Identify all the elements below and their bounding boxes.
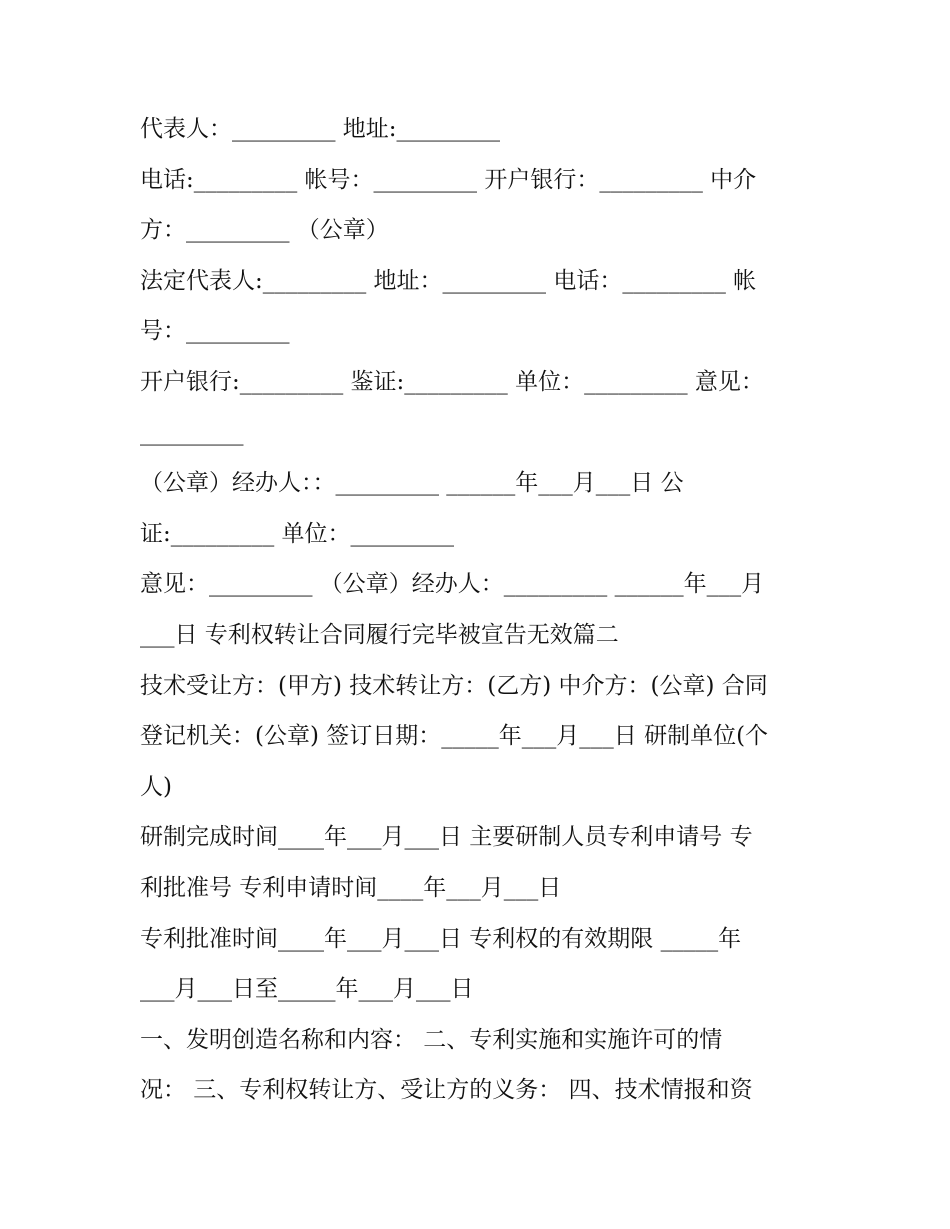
text-line: 证:_________ 单位：_________ [140,520,455,547]
text-line: 开户银行:_________ 鉴证:_________ 单位：_________ 意见： [140,368,764,395]
text-line: （公章）经办人：：_________ ______年___月___日 公 [140,470,684,497]
text-line: 方：_________ （公章） [140,217,389,244]
text-line: 电话:_________ 帐号：_________ 开户银行：_________ 中介 [140,166,757,193]
text-line: 专利批准时间____年___月___日 专利权的有效期限 _____年 [140,925,742,952]
text-line: 意见：_________ （公章）经办人：_________ ______年___月 [140,571,765,598]
document-body [140,104,820,1116]
text-line: 况： 三、专利权转让方、受让方的义务： 四、技术情报和资 [140,1077,753,1104]
text-line: 一、发明创造名称和内容： 二、专利实施和实施许可的情 [140,1026,723,1053]
text-line: 代表人：_________ 地址:_________ [140,116,501,142]
text-line: 法定代表人:_________ 地址：_________ 电话：_________ 帐 [140,267,757,294]
text-line: 利批准号 专利申请时间____年___月___日 [140,874,562,901]
text-line: ___月___日至_____年___月___日 [140,976,474,1003]
text-line: 人) [140,773,172,800]
text-line: _________ [140,419,244,446]
text-line: 技术受让方：(甲方) 技术转让方：(乙方) 中介方：(公章) 合同 [140,672,768,699]
text-line: ___日 专利权转让合同履行完毕被宣告无效篇二 [140,621,619,648]
text-line: 研制完成时间____年___月___日 主要研制人员专利申请号 专 [140,824,753,851]
text-line: 号：_________ [140,318,290,345]
text-line: 登记机关：(公章) 签订日期：_____年___月___日 研制单位(个 [140,723,769,750]
